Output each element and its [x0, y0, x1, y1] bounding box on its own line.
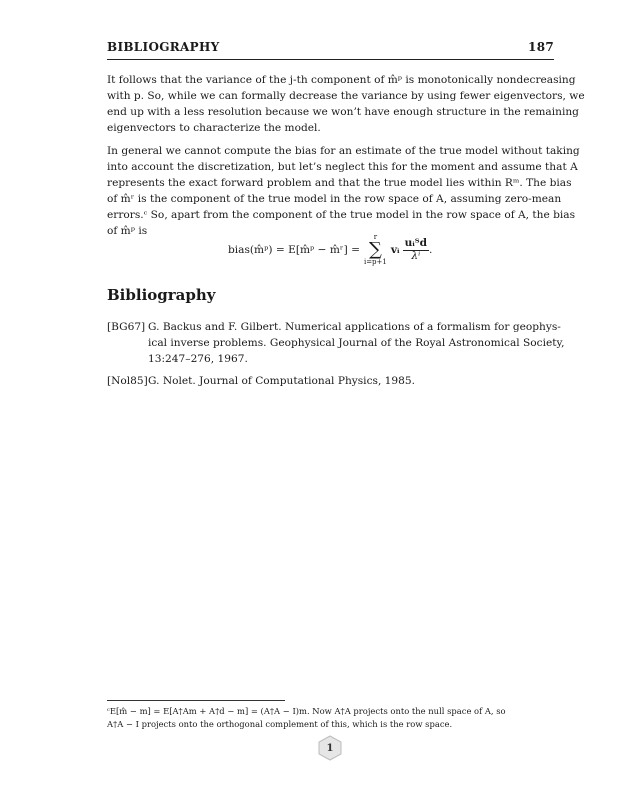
bib-key: [Nol85]	[107, 375, 148, 387]
footnote-line: ᶜE[m̂ − m] = E[A†Am + A†d − m] = (A†A − I)m. Now A†A projects onto the null space of A, so	[107, 706, 506, 716]
fraction-denominator: λⁱ	[411, 249, 421, 262]
bib-line: 13:247–276, 1967.	[148, 353, 248, 365]
bib-body	[148, 373, 554, 389]
bib-line: G. Nolet. Journal of Computational Physics, 1985.	[148, 375, 416, 387]
bias-equation	[228, 228, 432, 272]
bib-line: ical inverse problems. Geophysical Journal of the Royal Astronomical Society,	[148, 337, 565, 349]
paragraph-line: of m̂ʳ is the component of the true model in the row space of A, assuming zero-mean	[107, 193, 562, 205]
sum-upper-limit: r	[373, 233, 378, 241]
paragraph-variance	[107, 72, 585, 136]
sum-symbol: ∑	[368, 239, 382, 260]
paragraph-line: It follows that the variance of the j-th component of m̂ᵖ is monotonically nondecreasing	[107, 74, 576, 86]
sum-lower-limit: i=p+1	[363, 258, 387, 266]
paragraph-line: of m̂ᵖ is	[107, 225, 148, 237]
paragraph-line: eigenvectors to characterize the model.	[107, 122, 321, 134]
footnote	[107, 705, 554, 731]
running-head-title: BIBLIOGRAPHY	[107, 40, 220, 54]
paragraph-line: represents the exact forward problem and that the true model lies within Rᵐ. The bias	[107, 177, 572, 189]
equation-term: vᵢ	[390, 244, 400, 256]
paragraph-line: In general we cannot compute the bias for an estimate of the true model without taking	[107, 145, 580, 157]
equation-summation	[364, 234, 387, 266]
running-head-page-number: 187	[528, 40, 554, 54]
paragraph-bias	[107, 143, 580, 239]
paragraph-line: end up with a less resolution because we won’t have enough structure in the remaining	[107, 106, 579, 118]
paragraph-line: into account the discretization, but let’s neglect this for the moment and assume that A	[107, 161, 578, 173]
paragraph-line: errors.ᶜ So, apart from the component of the true model in the row space of A, the bias	[107, 209, 576, 221]
page-number: 1	[326, 742, 334, 754]
equation-lhs: bias(m̂ᵖ) = E[m̂ᵖ − m̂ʳ] =	[228, 244, 360, 256]
bib-line: G. Backus and F. Gilbert. Numerical applications of a formalism for geophys-	[148, 321, 561, 333]
running-head-rule	[107, 59, 554, 60]
footnote-rule	[107, 700, 285, 701]
bib-key: [BG67]	[107, 321, 146, 333]
fraction-numerator: uᵢᵀd	[404, 236, 428, 249]
page-number-badge	[317, 735, 343, 761]
equation-fraction	[403, 238, 429, 262]
bib-body	[148, 319, 565, 367]
section-title: Bibliography	[107, 286, 216, 304]
equation-period: .	[429, 244, 433, 256]
paragraph-line: with p. So, while we can formally decrease the variance by using fewer eigenvectors, we	[107, 90, 585, 102]
running-head	[107, 40, 554, 54]
footnote-line: A†A − I projects onto the orthogonal complement of this, which is the row space.	[107, 719, 453, 729]
